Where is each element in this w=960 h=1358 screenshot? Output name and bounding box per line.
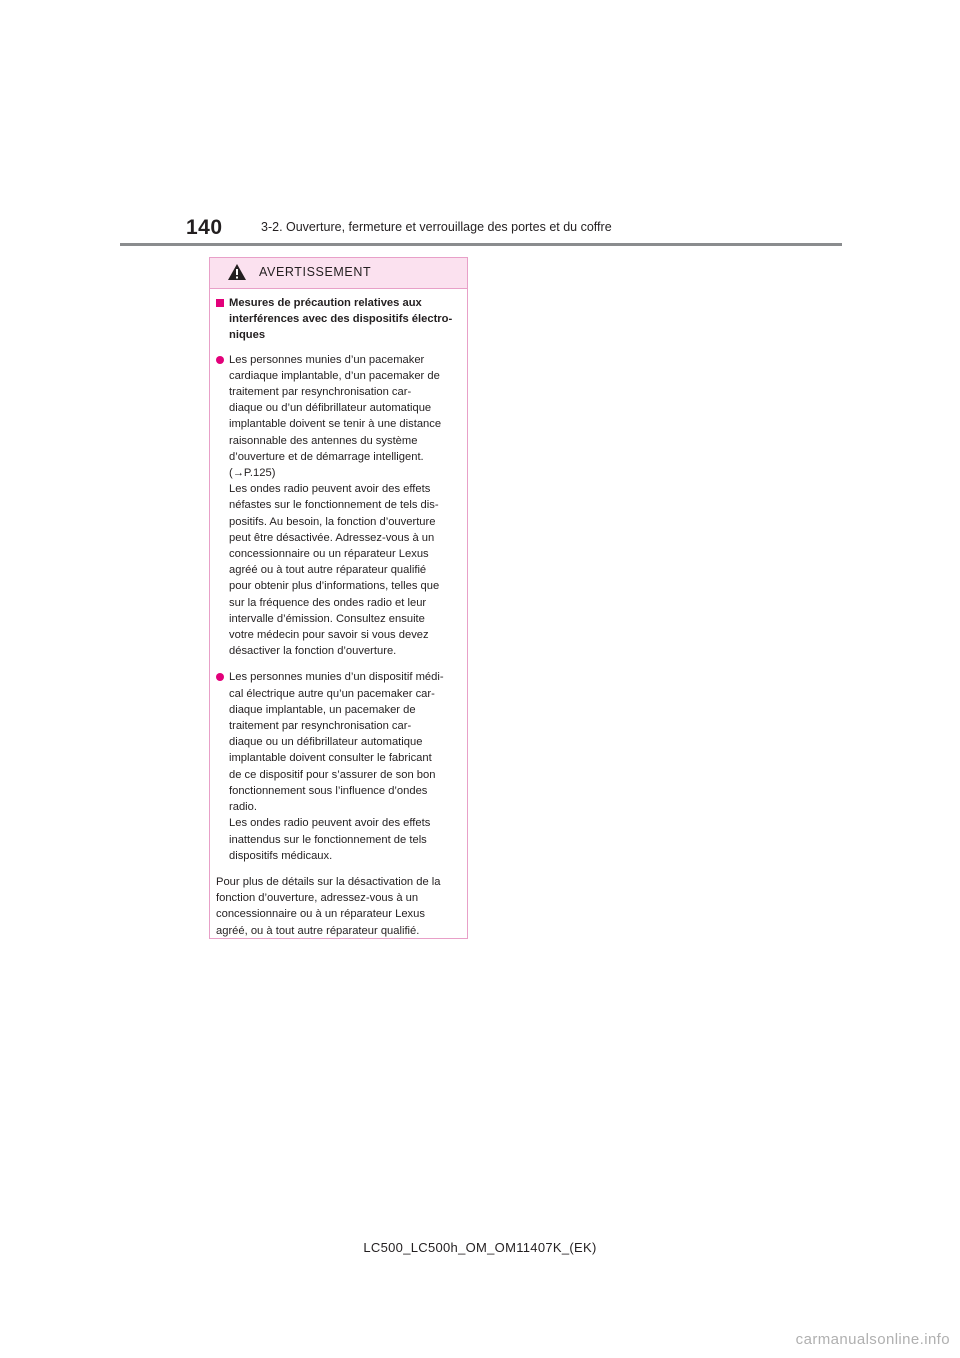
warning-triangle-icon bbox=[227, 263, 247, 281]
warning-heading-text: Mesures de précaution relatives aux interférences avec des dispositifs électro- niques bbox=[229, 297, 453, 342]
header-rule bbox=[120, 243, 842, 246]
section-title: 3-2. Ouverture, fermeture et verrouillage des portes et du coffre bbox=[261, 220, 612, 234]
warning-title: AVERTISSEMENT bbox=[259, 265, 372, 279]
warning-bullet-text: Les personnes munies d’un pacemaker cardiaque implantable, d’un pacemaker de traitement par resynchronisation car- diaque ou d’un défibrillateur automatique implantable doivent se tenir à une distance raisonnable des antennes du système d’ouverture et de démarrage intelligent. (→P.125) Les ondes radio peuvent avoir des effets néfastes sur le fonctionnement de tels dis- positifs. Au besoin, la fonction d’ouverture peut être désactivée. Adressez-vous à un concessionnaire ou un réparateur Lexus agréé ou à tout autre réparateur qualifié pour obtenir plus d’informations, telles que sur la fréquence des ondes radio et leur intervalle d’émission. Consultez ensuite votre médecin pour savoir si vous devez désactiver la fonction d’ouverture. bbox=[229, 353, 442, 658]
warning-heading bbox=[216, 295, 460, 344]
page-number: 140 bbox=[186, 216, 223, 239]
warning-bullet-text: Les personnes munies d’un dispositif médi- cal électrique autre qu’un pacemaker car- diaque implantable, un pacemaker de traitement par resynchronisation car- diaque ou un défibrillateur automatique implantable doivent consulter le fabricant de ce dispositif pour s’assurer de son bon fonctionnement sous l’influence d’ondes radio. Les ondes radio peuvent avoir des effets inattendus sur le fonctionnement de tels dispositifs médicaux. bbox=[229, 671, 444, 862]
circle-bullet-icon bbox=[216, 673, 224, 681]
warning-bullet-medical-device bbox=[216, 669, 460, 863]
warning-bullet-pacemaker bbox=[216, 352, 460, 660]
warning-header bbox=[210, 258, 467, 289]
document-code: LC500_LC500h_OM_OM11407K_(EK) bbox=[363, 1240, 597, 1255]
page-header bbox=[120, 212, 842, 248]
watermark: carmanualsonline.info bbox=[795, 1331, 950, 1348]
warning-body bbox=[210, 289, 467, 939]
square-bullet-icon bbox=[216, 299, 224, 307]
circle-bullet-icon bbox=[216, 356, 224, 364]
warning-box bbox=[209, 257, 468, 939]
warning-closing-text: Pour plus de détails sur la désactivation de la fonction d’ouverture, adressez-vous à un concessionnaire ou à un réparateur Lexus agréé, ou à tout autre réparateur qualifié. bbox=[216, 875, 441, 937]
